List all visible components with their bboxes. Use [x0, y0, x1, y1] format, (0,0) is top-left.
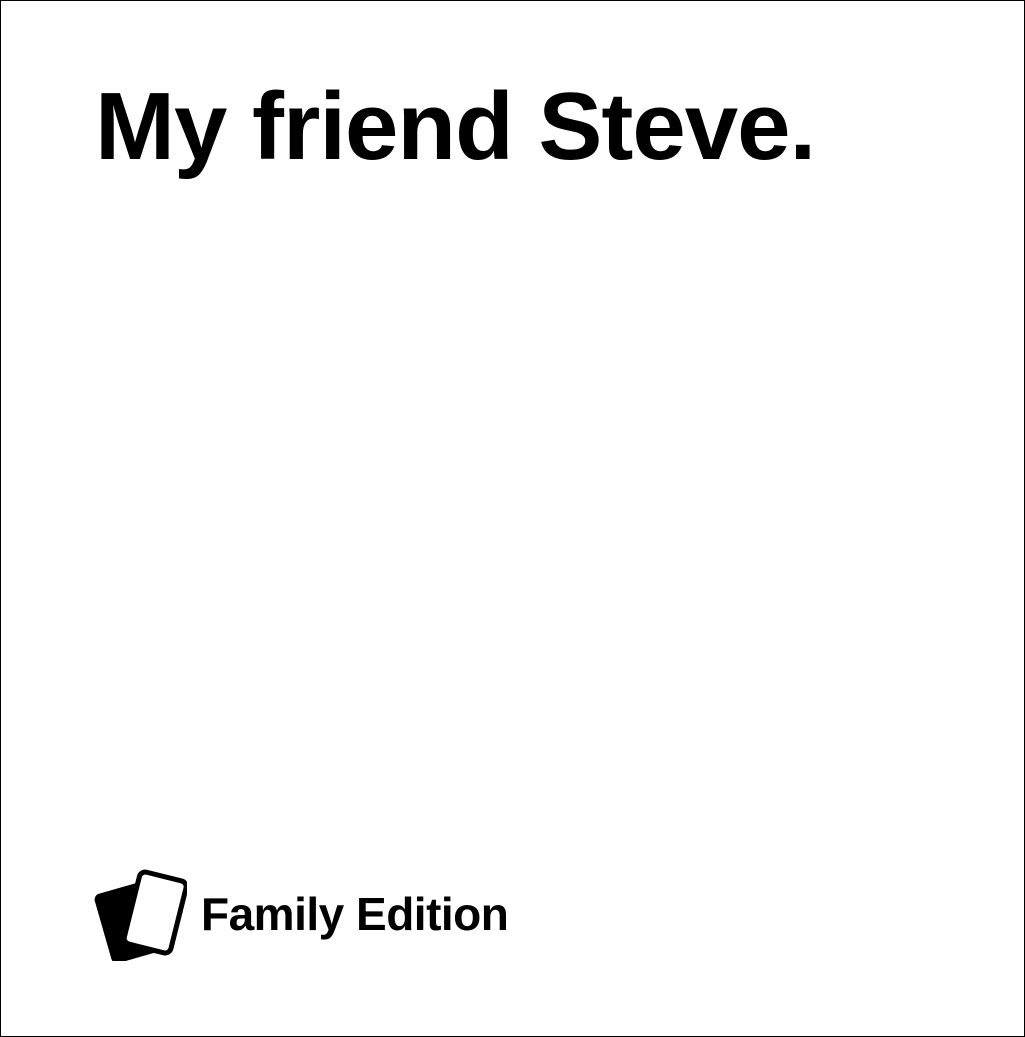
- card-text: My friend Steve.: [95, 73, 816, 180]
- brand-mark: [91, 869, 508, 961]
- stacked-cards-icon: [91, 869, 187, 961]
- edition-label: Family Edition: [201, 888, 509, 940]
